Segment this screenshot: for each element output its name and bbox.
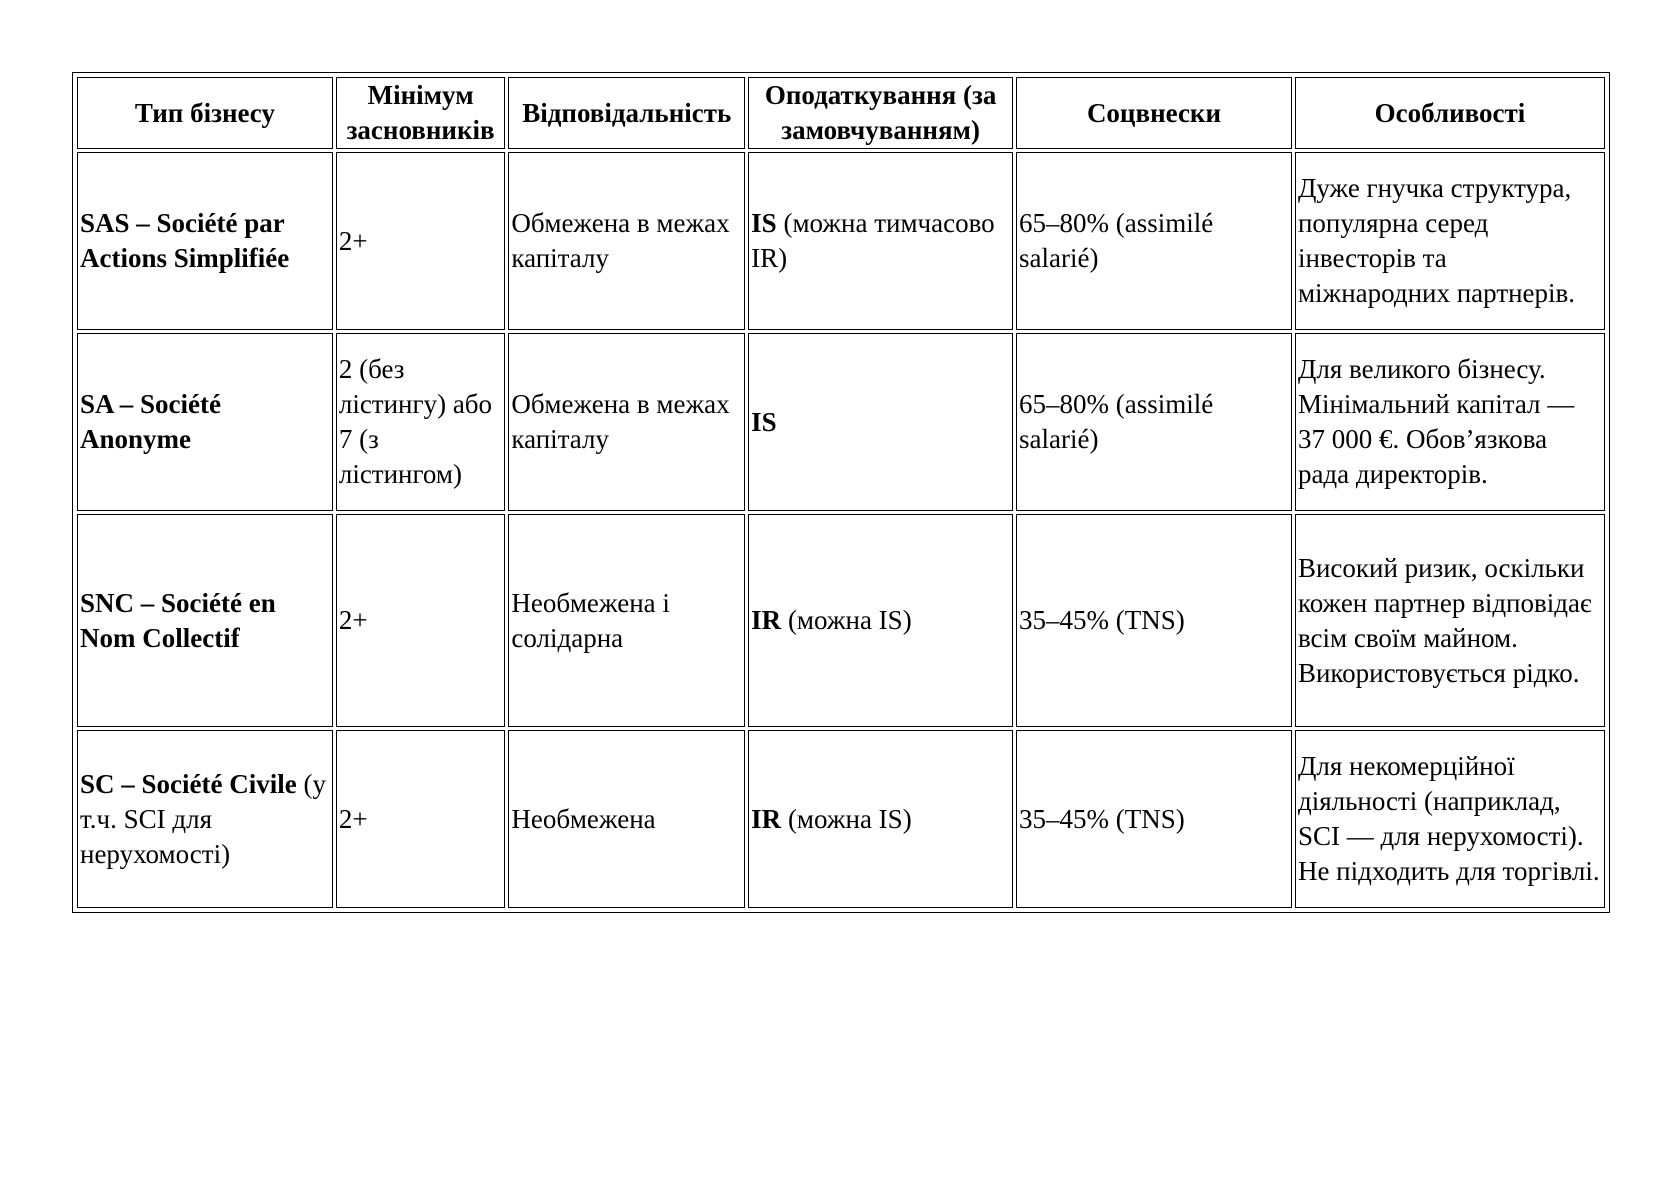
tax-note: (можна тимчасово IR) — [751, 208, 995, 273]
cell-liability: Необмежена — [508, 730, 745, 908]
cell-social-contributions: 35–45% (TNS) — [1016, 514, 1292, 727]
table-row — [77, 730, 1605, 908]
cell-min-founders: 2+ — [336, 152, 506, 330]
tax-note: (можна IS) — [781, 605, 912, 635]
cell-min-founders: 2+ — [336, 514, 506, 727]
header-row — [77, 77, 1605, 149]
header-features: Особливості — [1295, 77, 1605, 149]
tax-regime: IR — [751, 605, 782, 635]
cell-taxation — [748, 730, 1013, 908]
header-business-type: Тип бізнесу — [77, 77, 333, 149]
business-type-name: SA – Société Anonyme — [80, 389, 221, 454]
cell-social-contributions: 65–80% (assimilé salarié) — [1016, 333, 1292, 511]
cell-social-contributions: 65–80% (assimilé salarié) — [1016, 152, 1292, 330]
cell-business-type — [77, 730, 333, 908]
cell-min-founders: 2+ — [336, 730, 506, 908]
header-social-contributions: Соцвнески — [1016, 77, 1292, 149]
cell-features: Для великого бізнесу. Мінімальний капітал — 37 000 €. Обов’язкова рада директорів. — [1295, 333, 1605, 511]
tax-regime: IS — [751, 208, 777, 238]
cell-business-type — [77, 514, 333, 727]
header-min-founders: Мінімум засновників — [336, 77, 506, 149]
table-row — [77, 514, 1605, 727]
cell-taxation — [748, 152, 1013, 330]
tax-regime: IS — [751, 406, 777, 437]
table-row — [77, 333, 1605, 511]
cell-social-contributions: 35–45% (TNS) — [1016, 730, 1292, 908]
business-type-name: SNC – Société en Nom Collectif — [80, 587, 276, 653]
business-type-name: SAS – Société par Actions Simplifiée — [80, 208, 290, 273]
cell-taxation — [748, 333, 1013, 511]
business-types-table-frame — [72, 72, 1610, 913]
cell-liability: Необмежена і солідарна — [508, 514, 745, 727]
cell-features: Дуже гнучка структура, популярна серед інвесторів та міжнародних партнерів. — [1295, 152, 1605, 330]
business-type-note: (у т.ч. SCI для нерухомості) — [80, 768, 326, 869]
header-liability: Відповідальність — [508, 77, 745, 149]
business-types-table — [74, 74, 1608, 911]
cell-liability: Обмежена в межах капіталу — [508, 333, 745, 511]
cell-business-type — [77, 152, 333, 330]
tax-note: (можна IS) — [781, 803, 912, 834]
cell-taxation — [748, 514, 1013, 727]
table-row — [77, 152, 1605, 330]
tax-regime: IR — [751, 803, 782, 834]
cell-min-founders: 2 (без лістингу) або 7 (з лістингом) — [336, 333, 506, 511]
cell-business-type — [77, 333, 333, 511]
business-type-name: SC – Société Civile — [80, 768, 297, 799]
cell-liability: Обмежена в межах капіталу — [508, 152, 745, 330]
cell-features: Високий ризик, оскільки кожен партнер відповідає всім своїм майном. Використовується рідко. — [1295, 514, 1605, 727]
cell-features: Для некомерційної діяльності (наприклад, SCI — для нерухомості). Не підходить для торгівлі. — [1295, 730, 1605, 908]
header-taxation: Оподаткування (за замовчуванням) — [748, 77, 1013, 149]
